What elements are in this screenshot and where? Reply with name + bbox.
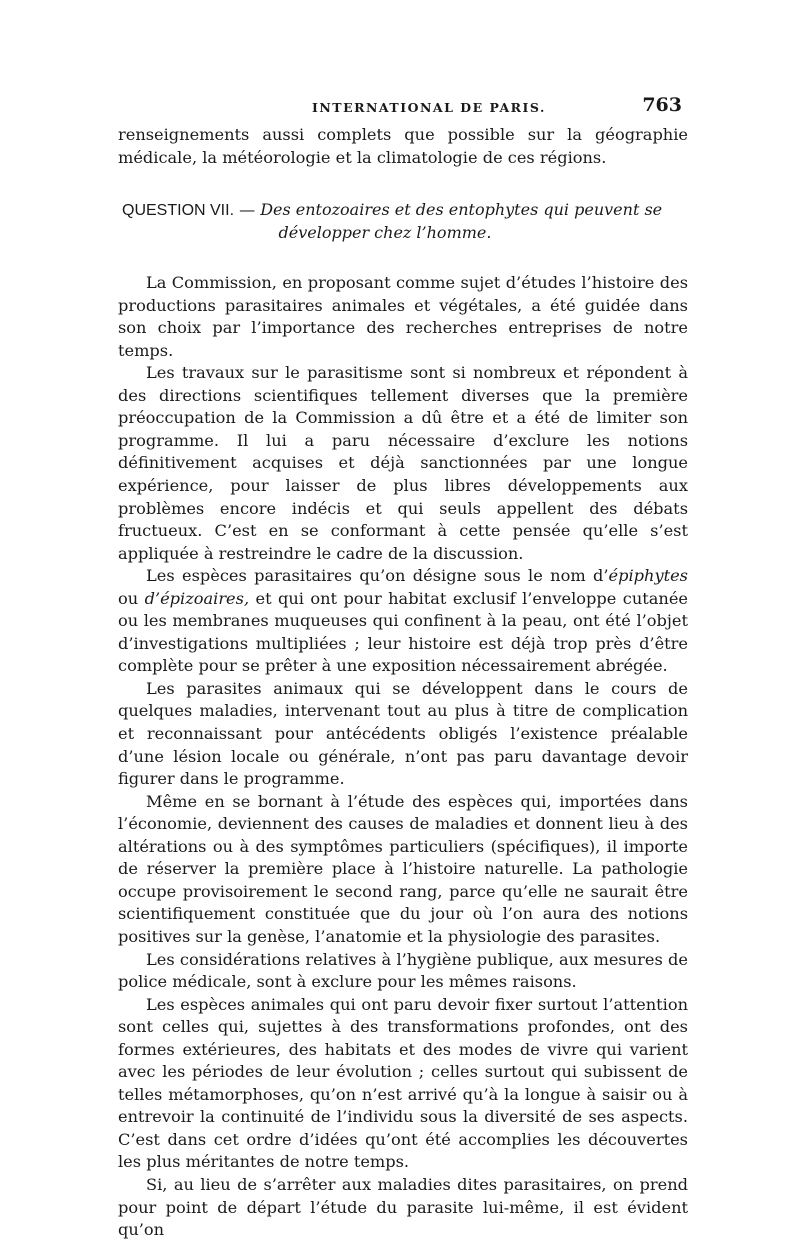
paragraph-3-text-a: Les espèces parasitaires qu’on désigne sous le nom d’ [146,566,609,586]
term-epizoaires: d’épizoaires, [144,588,250,608]
page-header [118,92,688,124]
paragraph-7: Les espèces animales qui ont paru devoir fixer surtout l’attention sont celles qui, sujettes à des transformations profondes, ont des formes extérieures, des habitats et des modes de vivre qui varient avec les périodes de leur évolution ; celles surtout qui subissent de telles métamorphoses, qu’on n’est arrivé qu’à la longue à saisir ou à entrevoir la continuité de l’individu sous la diversité de ses aspects. C’est dans cet ordre d’idées qu’ont été accomplies les découvertes les plus méritantes de notre temps. [118,994,688,1172]
paragraph-2: Les travaux sur le parasitisme sont si nombreux et répondent à des directions scientifiques tellement diverses que la première préoccupation de la Commission a dû être et a été de limiter son programme. Il lui a paru nécessaire d’exclure les notions définitivement acquises et déjà sanctionnées par une longue expérience, pour laisser de plus libres développements aux problèmes encore indécis et qui seuls appellent des débats fructueux. C’est en se conformant à cette pensée qu’elle s’est appliquée à restreindre le cadre de la discussion. [118,363,688,563]
paragraph-8: Si, au lieu de s’arrêter aux maladies dites parasitaires, on prend pour point de départ l’étude du parasite lui-même, il est évident qu’on [118,1174,688,1240]
question-heading [122,199,688,244]
paragraph-3-text-c: et qui ont pour habitat exclusif l’enveloppe cutanée ou les membranes muqueuses qui confinent à la peau, ont été l’objet d’investigations multipliées ; leur histoire est déjà trop près d’être complète pour se prêter à une exposition nécessairement abrégée. [118,588,688,676]
paragraph-3 [118,565,688,678]
question-title-part2: développer chez l’homme. [278,223,492,243]
paragraph-5: Même en se bornant à l’étude des espèces qui, importées dans l’économie, deviennent des causes de maladies et donnent lieu à des altérations ou à des symptômes particuliers (spécifiques), il importe de réserver la première place à l’histoire naturelle. La pathologie occupe provisoirement le second rang, parce qu’elle ne saurait être scientifiquement constituée que du jour où l’on aura des notions positives sur la genèse, l’anatomie et la physiologie des parasites. [118,791,688,946]
paragraph-3-text-b: ou [118,588,145,608]
paragraph-1: La Commission, en proposant comme sujet d’études l’histoire des productions parasitaires animales et végétales, a été guidée dans son choix par l’importance des recherches entreprises de notre temps. [118,273,688,360]
page-number: 763 [642,94,682,116]
intro-paragraph: renseignements aussi complets que possible sur la géographie médicale, la météorologie et la climatologie de ces régions. [118,125,688,167]
term-epiphytes: épiphytes [608,566,688,586]
paragraph-6: Les considérations relatives à l’hygiène publique, aux mesures de police médicale, sont à exclure pour les mêmes raisons. [118,949,688,992]
paragraph-4: Les parasites animaux qui se développent dans le cours de quelques maladies, intervenant tout au plus à titre de complication et reconnaissant pour antécédents obligés l’existence préalable d’une lésion locale ou générale, n’ont pas paru davantage devoir figurer dans le programme. [118,678,688,789]
question-title-part1: Des entozoaires et des entophytes qui peuvent se [260,200,663,220]
running-title: INTERNATIONAL DE PARIS. [312,100,546,115]
question-dash: — [234,200,261,220]
question-label: QUESTION VII. [122,202,235,220]
book-page [118,92,688,1242]
